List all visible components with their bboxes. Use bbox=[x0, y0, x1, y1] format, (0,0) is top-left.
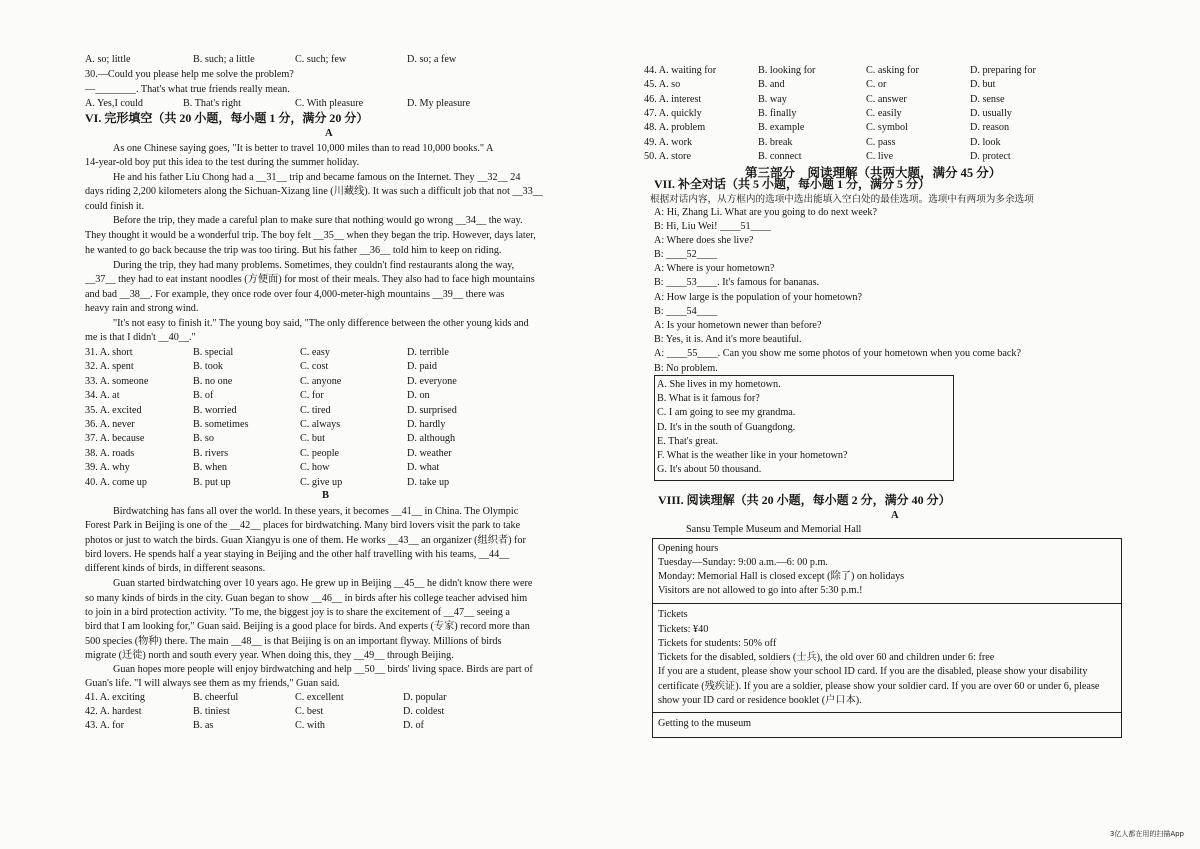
passage-b-line: Guan started birdwatching over 10 years ago. He grew up in Beijing __45__ he didn't know there were bbox=[113, 578, 533, 589]
option: B. break bbox=[758, 136, 793, 148]
option: D. sense bbox=[970, 93, 1005, 105]
dialogue-line: A: Where is your hometown? bbox=[654, 263, 775, 274]
option: 31. A. short bbox=[85, 347, 133, 358]
option: C. but bbox=[300, 433, 325, 445]
option: 35. A. excited bbox=[85, 404, 142, 416]
option: C. give up bbox=[300, 476, 343, 488]
option: B. when bbox=[193, 462, 227, 474]
dialogue-option: E. That's great. bbox=[657, 435, 719, 447]
part-3-title: 第三部分 阅读理解（共两大题，满分 45 分） bbox=[745, 166, 1002, 180]
dialogue-line: A: How large is the population of your hometown? bbox=[654, 292, 863, 303]
option: C. easy bbox=[300, 347, 330, 358]
passage-b-line: Guan hopes more people will enjoy birdwatching and help __50__ birds' living space. Birds are part of bbox=[113, 664, 533, 675]
option: B. no one bbox=[193, 375, 233, 387]
box-divider bbox=[653, 603, 1121, 604]
section-7-title: VII. 补全对话（共 5 小题，每小题 1 分，满分 5 分） bbox=[654, 177, 931, 191]
passage-a-line: me is that I didn't __40__." bbox=[85, 332, 196, 343]
option: C. people bbox=[300, 447, 340, 459]
passage-b-line: to join in a bird protection activity. "To me, the biggest joy is to share the excitement of __47__ seeing a bbox=[85, 607, 510, 618]
dialogue-line: B: ____54____ bbox=[654, 306, 718, 317]
option: B. connect bbox=[758, 150, 802, 162]
tickets-line: show your ID card or residence booklet (户口本). bbox=[658, 695, 862, 706]
option: D. paid bbox=[407, 361, 437, 373]
option: C. pass bbox=[866, 136, 896, 148]
passage-b-line: so many kinds of birds in the city. Guan began to show __46__ in birds after his college teacher advised him bbox=[85, 593, 528, 604]
passage-a-line: They thought it would be a wonderful trip. The boy felt __35__ when they began the trip. However, days later, bbox=[85, 230, 536, 241]
option: C. with bbox=[295, 720, 326, 731]
option: B. example bbox=[758, 122, 805, 134]
option: D. everyone bbox=[407, 375, 457, 387]
section-8-title: VIII. 阅读理解（共 20 小题，每小题 2 分，满分 40 分） bbox=[658, 493, 951, 507]
option: B. finally bbox=[758, 107, 797, 119]
tickets-line: Tickets for students: 50% off bbox=[658, 638, 777, 649]
dialogue-line: B: Yes, it is. And it's more beautiful. bbox=[654, 334, 802, 345]
option: A. so; little bbox=[85, 54, 131, 65]
passage-label-a: A bbox=[325, 128, 333, 139]
option: B. That's right bbox=[183, 98, 241, 109]
dialogue-line: B: ____52____ bbox=[654, 249, 718, 260]
option: B. and bbox=[758, 79, 785, 91]
option: D. reason bbox=[970, 122, 1010, 134]
option: D. what bbox=[407, 462, 440, 474]
option: C. symbol bbox=[866, 122, 908, 134]
option: D. usually bbox=[970, 107, 1012, 119]
passage-a-line: heavy rain and strong wind. bbox=[85, 303, 199, 314]
dialogue-line: B: ____53____. It's famous for bananas. bbox=[654, 277, 820, 288]
passage-b-line: bird that I am looking for," Guan said. Beijing is a good place for birds. And experts (专家) record more than bbox=[85, 621, 530, 632]
passage-a-line: 14-year-old boy put this idea to the test during the summer holiday. bbox=[85, 157, 360, 168]
passage-a-line: Before the trip, they made a careful plan to make sure that nothing would go wrong __34__ the way. bbox=[113, 215, 523, 226]
box-divider bbox=[653, 712, 1121, 713]
dialogue-option: A. She lives in my hometown. bbox=[657, 379, 781, 390]
passage-b-line: 500 species (物种) there. The main __48__ is that Beijing is on an important flyway. Millions of birds bbox=[85, 636, 502, 647]
option: D. surprised bbox=[407, 404, 457, 416]
tickets-line: Tickets: ¥40 bbox=[658, 624, 709, 635]
opening-hours-line: Visitors are not allowed to go into after 5:30 p.m.! bbox=[658, 585, 863, 596]
passage-a-line: "It's not easy to finish it." The young boy said, "The only difference between the other young kids and bbox=[113, 318, 529, 329]
passage-b-line: bird lovers. He spends half a year staying in Beijing and the other half travelling with his teams, __44__ bbox=[85, 549, 510, 560]
option: C. tired bbox=[300, 404, 331, 416]
dialogue-line: A: Hi, Zhang Li. What are you going to do next week? bbox=[654, 207, 878, 218]
option: C. live bbox=[866, 150, 894, 162]
option: A. Yes,I could bbox=[85, 98, 144, 109]
option: 43. A. for bbox=[85, 720, 125, 731]
option: 33. A. someone bbox=[85, 375, 149, 387]
option: D. of bbox=[403, 720, 424, 731]
option: 50. A. store bbox=[644, 150, 691, 162]
passage-b-line: different kinds of birds, in different seasons. bbox=[85, 563, 266, 574]
option: D. hardly bbox=[407, 419, 446, 430]
passage-a-line: During the trip, they had many problems. Sometimes, they couldn't find restaurants along the way, bbox=[113, 260, 515, 271]
option: C. how bbox=[300, 462, 330, 474]
passage-a-line: As one Chinese saying goes, "It is better to travel 10,000 miles than to read 10,000 books." A bbox=[113, 143, 494, 154]
opening-hours-line: Monday: Memorial Hall is closed except (除了) on holidays bbox=[658, 571, 905, 582]
option: 41. A. exciting bbox=[85, 692, 145, 703]
option: C. or bbox=[866, 79, 887, 91]
tickets-line: certificate (残疾证). If you are a soldier, please show your soldier card. If you are over 60 or under 6, please bbox=[658, 681, 1100, 692]
getting-to-museum: Getting to the museum bbox=[658, 718, 752, 729]
passage-b-line: Birdwatching has fans all over the world. In these years, it becomes __41__ in China. The Olympic bbox=[113, 506, 519, 517]
option: B. took bbox=[193, 361, 224, 373]
opening-hours-line: Opening hours bbox=[658, 543, 719, 554]
option: C. for bbox=[300, 390, 324, 402]
option: D. but bbox=[970, 79, 996, 91]
dialogue-options-box bbox=[654, 375, 954, 481]
option: D. terrible bbox=[407, 347, 449, 358]
option: C. easily bbox=[866, 107, 902, 119]
option: C. cost bbox=[300, 361, 329, 373]
option: 44. A. waiting for bbox=[644, 65, 717, 76]
option: B. cheerful bbox=[193, 692, 239, 703]
option: C. excellent bbox=[295, 692, 344, 703]
option: C. anyone bbox=[300, 375, 342, 387]
passage-a-line: he wanted to go back because the trip was too tiring. But his father __36__ told him to keep on riding. bbox=[85, 245, 502, 256]
option: D. My pleasure bbox=[407, 98, 471, 109]
option: C. asking for bbox=[866, 65, 919, 76]
section-7-instruction: 根据对话内容，从方框内的选项中选出能填入空白处的最佳选项。选项中有两项为多余选项 bbox=[650, 194, 1034, 205]
option: D. look bbox=[970, 136, 1001, 148]
option: 40. A. come up bbox=[85, 476, 147, 488]
tickets-line: Tickets for the disabled, soldiers (士兵), the old over 60 and children under 6: free bbox=[658, 652, 995, 663]
option: 37. A. because bbox=[85, 433, 145, 445]
option: D. coldest bbox=[403, 706, 445, 717]
option: D. weather bbox=[407, 447, 452, 459]
option: B. such; a little bbox=[193, 54, 255, 65]
option: B. special bbox=[193, 347, 234, 358]
option: C. With pleasure bbox=[295, 98, 364, 109]
passage-b-line: Forest Park in Beijing is one of the __42__ places for birdwatching. Many bird lovers visit the park to take bbox=[85, 520, 521, 531]
option: C. always bbox=[300, 419, 341, 430]
passage-b-line: migrate (迁徙) north and south every year. When doing this, they __49__ through Beijing. bbox=[85, 650, 454, 661]
section-6-title: VI. 完形填空（共 20 小题，每小题 1 分，满分 20 分） bbox=[85, 111, 369, 125]
option: B. tiniest bbox=[193, 706, 230, 717]
option: 47. A. quickly bbox=[644, 107, 702, 119]
opening-hours-line: Tuesday—Sunday: 9:00 a.m.—6: 00 p.m. bbox=[658, 557, 828, 568]
option: D. so; a few bbox=[407, 54, 457, 65]
passage-a-line: __37__ they had to eat instant noodles (方便面) for most of their meals. They also had to face high mountains bbox=[85, 274, 535, 285]
option: D. preparing for bbox=[970, 65, 1036, 76]
option: B. sometimes bbox=[193, 419, 249, 430]
museum-info-box bbox=[652, 538, 1122, 738]
option: 38. A. roads bbox=[85, 447, 135, 459]
tickets-line: If you are a student, please show your school ID card. If you are the disabled, please show your disability bbox=[658, 666, 1088, 677]
tickets-line: Tickets bbox=[658, 609, 688, 620]
option: B. put up bbox=[193, 476, 231, 488]
question-30: 30.—Could you please help me solve the problem? bbox=[85, 69, 294, 80]
museum-title: Sansu Temple Museum and Memorial Hall bbox=[686, 524, 862, 535]
option: D. although bbox=[407, 433, 456, 445]
dialogue-option: D. It's in the south of Guangdong. bbox=[657, 421, 796, 433]
scanner-watermark: 3亿人都在用的扫描App bbox=[1109, 830, 1184, 838]
option: C. best bbox=[295, 706, 324, 717]
passage-b-line: photos or just to watch the birds. Guan Xiangyu is one of them. He works __43__ an organizer (组织者) for bbox=[85, 535, 526, 546]
dialogue-option: G. It's about 50 thousand. bbox=[657, 464, 762, 476]
option: B. looking for bbox=[758, 65, 816, 76]
option: 34. A. at bbox=[85, 390, 120, 402]
dialogue-line: B: Hi, Liu Wei! ____51____ bbox=[654, 221, 771, 232]
passage-a-line: could finish it. bbox=[85, 201, 145, 212]
option: 45. A. so bbox=[644, 79, 681, 91]
option: 36. A. never bbox=[85, 419, 135, 430]
passage-b-line: Guan's life. "I will always see them as my friends," Guan said. bbox=[85, 678, 340, 689]
option: B. as bbox=[193, 720, 214, 731]
option: 42. A. hardest bbox=[85, 706, 142, 717]
option: D. popular bbox=[403, 692, 447, 703]
option: 32. A. spent bbox=[85, 361, 134, 373]
option: C. answer bbox=[866, 93, 907, 105]
option: 46. A. interest bbox=[644, 93, 702, 105]
dialogue-line: A: Is your hometown newer than before? bbox=[654, 320, 822, 331]
dialogue-option: B. What is it famous for? bbox=[657, 393, 760, 405]
dialogue-line: A: Where does she live? bbox=[654, 235, 754, 246]
dialogue-line: B: No problem. bbox=[654, 363, 718, 374]
option: 39. A. why bbox=[85, 462, 130, 474]
option: 49. A. work bbox=[644, 136, 693, 148]
passage-a-line: days riding 2,200 kilometers along the Sichuan-Xizang line (川藏线). It was such a difficult job that not __33__ bbox=[85, 186, 543, 197]
option: D. take up bbox=[407, 476, 450, 488]
dialogue-option: C. I am going to see my grandma. bbox=[657, 407, 796, 419]
option: C. such; few bbox=[295, 54, 347, 65]
passage-label-b: B bbox=[322, 490, 330, 501]
passage-a-line: and bad __38__. For example, they once rode over four 4,000-meter-high mountains __39__ there was bbox=[85, 289, 505, 300]
option: 48. A. problem bbox=[644, 122, 706, 134]
option: B. so bbox=[193, 433, 214, 445]
question-30-answer-line: —________. That's what true friends really mean. bbox=[85, 84, 290, 95]
option: B. way bbox=[758, 93, 787, 105]
option: B. of bbox=[193, 390, 214, 402]
option: B. worried bbox=[193, 404, 237, 416]
option: B. rivers bbox=[193, 447, 229, 459]
dialogue-option: F. What is the weather like in your hometown? bbox=[657, 450, 848, 461]
dialogue-line: A: ____55____. Can you show me some photos of your hometown when you come back? bbox=[654, 348, 1021, 359]
option: D. protect bbox=[970, 150, 1011, 162]
passage-a-line: He and his father Liu Chong had a __31__ trip and became famous on the Internet. They __32__ 24 bbox=[113, 172, 521, 183]
option: D. on bbox=[407, 390, 430, 402]
passage-label-a2: A bbox=[891, 510, 899, 521]
